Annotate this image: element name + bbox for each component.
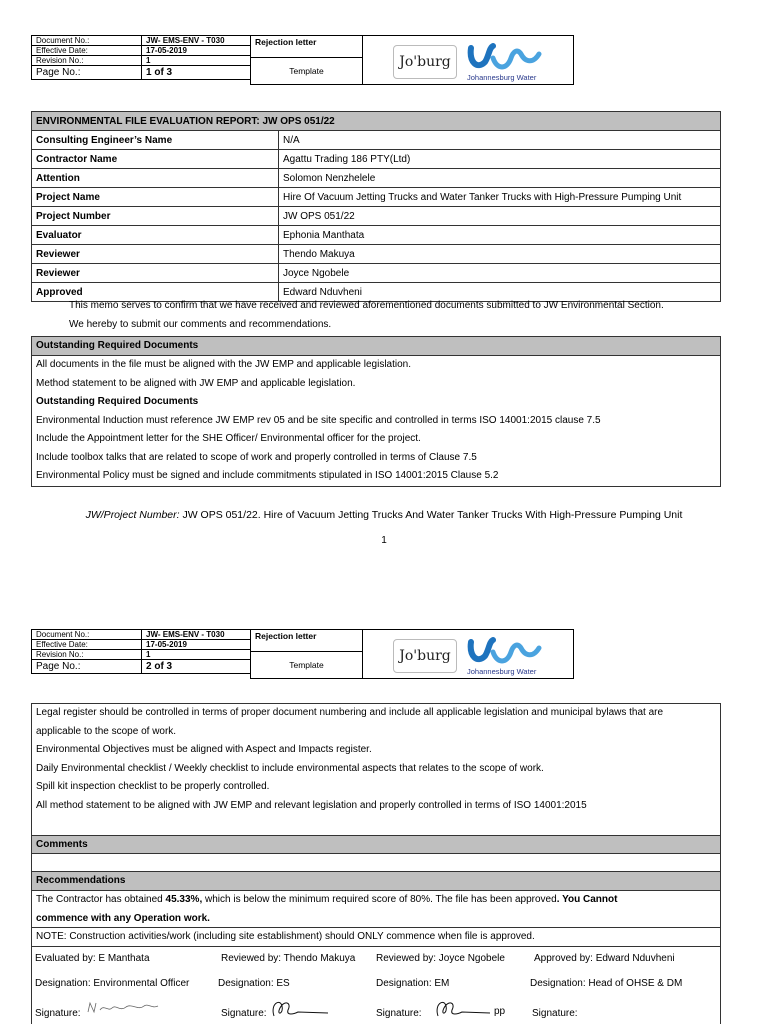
table-row	[32, 283, 721, 302]
evaluated-by: Evaluated by: E Manthata	[35, 953, 150, 964]
recommendations-title: Recommendations	[32, 872, 720, 891]
designation-1: Designation: Environmental Officer	[35, 978, 190, 989]
row-value: Solomon Nenzhelele	[279, 169, 721, 188]
comments-title: Comments	[32, 835, 720, 854]
page-no-label: Page No.:	[32, 66, 142, 80]
requirement-item: Environmental Objectives must be aligned with Aspect and Impacts register.	[36, 744, 372, 755]
johannesburg-water-text: Johannesburg Water	[467, 73, 537, 82]
row-value: Edward Nduvheni	[279, 283, 721, 302]
designation-2: Designation: ES	[218, 978, 290, 989]
rec-text-a: The Contractor has obtained	[36, 894, 166, 905]
page-no-label: Page No.:	[32, 660, 142, 674]
row-value: Hire Of Vacuum Jetting Trucks and Water Tanker Trucks with High-Pressure Pumping Unit	[279, 188, 721, 207]
page2-header	[31, 629, 574, 679]
outstanding-item: Environmental Policy must be signed and include commitments stipulated in ISO 14001:2015 Clause 5.2	[36, 470, 499, 481]
requirement-item: Legal register should be controlled in terms of proper document numbering and include all applicable legislation and municipal bylaws that are	[36, 707, 664, 718]
table-row	[32, 264, 721, 283]
row-key: Project Name	[32, 188, 279, 207]
page-no-value: 1 of 3	[142, 66, 251, 80]
page-number: 1	[381, 535, 387, 546]
johannesburg-water-logo-icon	[467, 40, 547, 74]
report-title: ENVIRONMENTAL FILE EVALUATION REPORT: JW OPS 051/22	[32, 112, 721, 131]
row-value: Thendo Makuya	[279, 245, 721, 264]
pp-mark: pp	[494, 1006, 506, 1017]
johannesburg-water-text: Johannesburg Water	[467, 667, 537, 676]
comments-body	[32, 854, 720, 872]
table-row	[32, 188, 721, 207]
rejection-letter-label: Rejection letter	[251, 36, 362, 58]
table-row	[32, 245, 721, 264]
template-label: Template	[289, 660, 324, 670]
recommendation-line-1	[32, 891, 720, 910]
reviewed-by-2: Reviewed by: Joyce Ngobele	[376, 953, 505, 964]
row-key: Project Number	[32, 207, 279, 226]
rec-text-c: . You Cannot	[556, 894, 618, 905]
designation-4: Designation: Head of OHSE & DM	[530, 978, 683, 989]
rec-text-b: which is below the minimum required score of 80%. The file has been approved	[202, 894, 557, 905]
requirement-item: Daily Environmental checklist / Weekly checklist to include environmental aspects that relates to the scope of work.	[36, 762, 544, 774]
revision-label: Revision No.:	[32, 56, 142, 66]
signature-3-image	[432, 996, 492, 1020]
outstanding-item: All documents in the file must be aligned with the JW EMP and applicable legislation.	[36, 359, 412, 370]
row-key: Reviewer	[32, 264, 279, 283]
table-row	[32, 131, 721, 150]
row-key: Evaluator	[32, 226, 279, 245]
doc-no-value: JW- EMS-ENV - T030	[142, 36, 251, 46]
memo-line-1: This memo serves to confirm that we have received and reviewed aforementioned documents submitted to JW Environmental Section.	[69, 300, 664, 311]
page2-content-box	[31, 703, 721, 1024]
requirement-item: applicable to the scope of work.	[36, 725, 177, 737]
header-title-box	[250, 35, 363, 85]
outstanding-item: Method statement to be aligned with JW EMP and applicable legislation.	[36, 377, 356, 389]
joburg-logo: Jo'burg	[393, 45, 457, 79]
row-value: Agattu Trading 186 PTY(Ltd)	[279, 150, 721, 169]
requirements-section	[32, 704, 720, 835]
effective-date-label: Effective Date:	[32, 46, 142, 56]
header-title-box	[250, 629, 363, 679]
johannesburg-water-logo-icon	[467, 634, 547, 668]
rejection-letter-label: Rejection letter	[251, 630, 362, 652]
row-key: Attention	[32, 169, 279, 188]
row-value: Joyce Ngobele	[279, 264, 721, 283]
template-label: Template	[289, 66, 324, 76]
reviewed-by-1: Reviewed by: Thendo Makuya	[221, 953, 356, 964]
outstanding-item: Environmental Induction must reference JW EMP rev 05 and be site specific and controlled in terms ISO 14001:2015 clause 7.5	[36, 414, 601, 426]
table-row	[32, 207, 721, 226]
page-no-value: 2 of 3	[142, 660, 251, 674]
joburg-logo: Jo'burg	[393, 639, 457, 673]
footer-text: JW OPS 051/22. Hire of Vacuum Jetting Trucks And Water Tanker Trucks With High-Pressure Pumping Unit	[179, 509, 683, 521]
revision-label: Revision No.:	[32, 650, 142, 660]
page-footer	[0, 509, 768, 521]
requirement-item: All method statement to be aligned with JW EMP and relevant legislation and properly controlled in terms of ISO 14001:2015	[36, 799, 587, 811]
approved-by: Approved by: Edward Nduvheni	[534, 953, 675, 964]
signature-label-3: Signature:	[376, 1008, 422, 1019]
signature-2-image	[268, 996, 330, 1020]
row-key: Contractor Name	[32, 150, 279, 169]
row-key: Approved	[32, 283, 279, 302]
effective-date-value: 17-05-2019	[142, 46, 251, 56]
signature-1-image	[86, 1000, 160, 1016]
requirement-item: Spill kit inspection checklist to be properly controlled.	[36, 781, 270, 792]
document-meta-table	[31, 629, 251, 674]
outstanding-item: Include toolbox talks that are related to scope of work and properly controlled in terms of Clause 7.5	[36, 451, 477, 463]
outstanding-title: Outstanding Required Documents	[32, 337, 720, 356]
footer-label: JW/Project Number:	[85, 509, 180, 521]
memo-line-2: We hereby to submit our comments and recommendations.	[69, 319, 332, 330]
revision-value: 1	[142, 650, 251, 660]
outstanding-item: Include the Appointment letter for the SHE Officer/ Environmental officer for the project.	[36, 433, 421, 444]
table-row	[32, 169, 721, 188]
doc-no-label: Document No.:	[32, 630, 142, 640]
table-row	[32, 150, 721, 169]
table-row	[32, 226, 721, 245]
row-value: JW OPS 051/22	[279, 207, 721, 226]
outstanding-subtitle: Outstanding Required Documents	[36, 396, 199, 407]
row-value: N/A	[279, 131, 721, 150]
logo-box	[362, 35, 574, 85]
signature-label-1: Signature:	[35, 1008, 81, 1019]
construction-note: NOTE: Construction activities/work (including site establishment) should ONLY commence when file is approved.	[32, 928, 720, 947]
designation-3: Designation: EM	[376, 978, 450, 989]
doc-no-label: Document No.:	[32, 36, 142, 46]
row-value: Ephonia Manthata	[279, 226, 721, 245]
doc-no-value: JW- EMS-ENV - T030	[142, 630, 251, 640]
row-key: Consulting Engineer’s Name	[32, 131, 279, 150]
effective-date-label: Effective Date:	[32, 640, 142, 650]
signature-label-4: Signature:	[532, 1008, 578, 1019]
row-key: Reviewer	[32, 245, 279, 264]
recommendation-line-2: commence with any Operation work.	[32, 910, 720, 929]
signature-label-2: Signature:	[221, 1008, 267, 1019]
page1-header	[31, 35, 574, 85]
evaluation-report-table	[31, 111, 721, 302]
effective-date-value: 17-05-2019	[142, 640, 251, 650]
logo-box	[362, 629, 574, 679]
revision-value: 1	[142, 56, 251, 66]
outstanding-documents-box	[31, 336, 721, 487]
document-meta-table	[31, 35, 251, 80]
rec-score: 45.33%,	[165, 894, 203, 905]
